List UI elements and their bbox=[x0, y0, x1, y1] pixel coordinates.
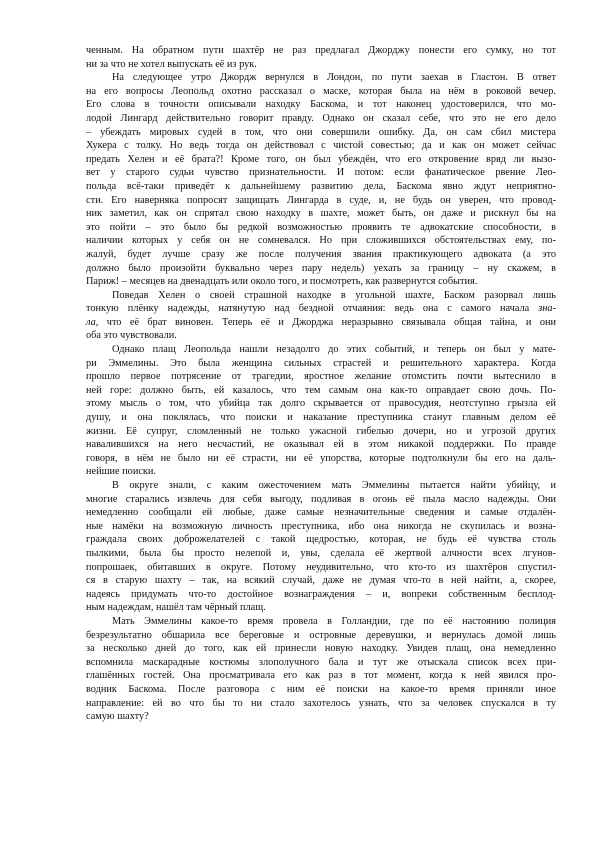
text-line: Поведав Хелен о своей страшной находке в угольной шахте, Баском разорвал лишь bbox=[112, 289, 556, 301]
text-line: немедленно сообщали ей любые, даже самые незначительные сведения и самые отдалён- bbox=[86, 507, 556, 519]
text-line: Хукера с толку. Но ведь тогда он действовал с чистой совестью; да и как он может сейчас bbox=[86, 140, 556, 152]
text-line: пылкими, была бы просто нелепой и, увы, сделала её жертвой алчности всех лгунов- bbox=[86, 547, 556, 559]
text-line: – убеждать мировых судей в том, что они совершили ошибку. Да, он сам сбил мистера bbox=[86, 126, 556, 138]
text-line: Его слова в точности описывали находку Баскома, и тот наконец удостоверился, что мо- bbox=[86, 99, 556, 111]
text-line: Однако плащ Леопольда нашли незадолго до этих событий, и теперь он был у мате- bbox=[112, 344, 556, 356]
text-line: На следующее утро Джордж вернулся в Лондон, по пути заехав в Гластон. В ответ bbox=[112, 72, 556, 84]
text-line: нейшие поиски. bbox=[86, 466, 157, 478]
text-line: безрезультатно обшарила все береговые и островные деревушки, и вернулась домой лишь bbox=[86, 629, 556, 641]
text-line: ней горе: должно быть, ей казалось, что тем самым она как-то оправдает свою дочь. По- bbox=[86, 384, 556, 396]
text-line: предать Хелен и её брата?! Кроме того, он был убеждён, что его откровение вряд ли вызо- bbox=[86, 153, 556, 165]
paragraph bbox=[86, 615, 556, 724]
text-line: ни за что не хотел выпускать её из рук. bbox=[86, 58, 257, 70]
text-line: это пойти – это было бы редкой возможностью проявить те адвокатские способности, в bbox=[86, 221, 556, 233]
text-line: вспомнила маскарадные костюмы злополучного бала и тут же отыскала список всех при- bbox=[86, 656, 556, 668]
text-line: жизни. Её супруг, сломленный не только ужасной гибелью дочери, но и угрозой других bbox=[86, 425, 556, 437]
text-line: Мать Эммелины какое-то время провела в Голландии, где по её настоянию полиция bbox=[112, 615, 556, 627]
text-line: говоря, в нём не было ни её страсти, ни её упорства, которые подтолкнули бы его на даль- bbox=[86, 452, 556, 464]
text-line: направление: ей во что бы то ни стало захотелось узнать, что за человек спускался в ту bbox=[86, 697, 556, 709]
text-line: лодой Лингард действительно говорит правду. Однако он сказал себе, что это не его дело bbox=[86, 112, 556, 124]
paragraph bbox=[86, 71, 556, 289]
paragraph bbox=[86, 289, 556, 343]
text-line: тонкую плёнку надежды, натянутую над бездной отчаяния: ведь она с самого начала зна- bbox=[86, 303, 556, 315]
text-line: Париж! – месяцев на двенадцать или около того, и посмотреть, как развернутся события. bbox=[86, 276, 478, 288]
text-line: граждала своих доброжелателей с такой щедростью, которая, не будь её чувства столь bbox=[86, 534, 556, 546]
paragraph bbox=[86, 44, 556, 71]
text-line: сти. Его наверняка попросят защищать Лингарда в суде, и, не будь он уверен, что провод- bbox=[86, 194, 556, 206]
text-line: надеясь придумать что-то достойное вознаграждения – и, вопреки собственным бесплод- bbox=[86, 588, 556, 600]
text-line: вет у старого судьи чувство признательности. И потом: если фанатическое рвение Лео- bbox=[86, 167, 556, 179]
text-line: ся в старую шахту – так, на всякий случай, даже не думая что-то в ней найти, а, скорее, bbox=[86, 575, 556, 587]
text-line: попрошаек, обитавших в округе. Потому неудивительно, что кто-то из шахтёров спустил- bbox=[86, 561, 556, 573]
text-line: глашённых гостей. Она просматривала его как раз в тот момент, когда к ней явился про- bbox=[86, 670, 556, 682]
text-line: польда всё-таки приведёт к дальнейшему развитию дела, Баскома явно ждут неприятно- bbox=[86, 180, 556, 192]
text-line: на его вопросы Леопольд охотно рассказал о маске, которая была на нём в роковой вечер. bbox=[86, 85, 556, 97]
text-line: жалуй, будет лучше сразу же после получения звания практикующего адвоката (а это bbox=[86, 248, 556, 260]
text-line: водник Баскома. После разговора с ним её поиски на какое-то время приняли иное bbox=[86, 683, 556, 695]
text-line: прошло первое потрясение от трагедии, яростное желание отомстить почти вытеснило в bbox=[86, 371, 556, 383]
text-line: ные намёки на возможную личность преступника, ибо она никогда не скупилась и возна- bbox=[86, 520, 556, 532]
text-line: этому мысль о том, что убийца так долго скрывается от правосудия, неотступно грызла ей bbox=[86, 398, 556, 410]
paragraph bbox=[86, 343, 556, 479]
text-line: самую шахту? bbox=[86, 711, 149, 723]
document-page bbox=[86, 44, 556, 724]
text-line: ным надеждам, нашёл там чёрный плащ. bbox=[86, 602, 266, 614]
text-line: оба это чувствовали. bbox=[86, 330, 177, 342]
text-line: должно было произойти буквально через пару недель) уехать за границу – ну скажем, в bbox=[86, 262, 556, 274]
text-line: ла, что её брат виновен. Теперь её и Джорджа неразрывно связывала общая тайна, и они bbox=[86, 316, 556, 328]
text-line: навалившихся на него несчастий, не оказывал ей в этом никакой поддержки. По правде bbox=[86, 439, 556, 451]
text-line: многие старались извлечь для себя выгоду, подливая в огонь её пыла масло надежды. Они bbox=[86, 493, 556, 505]
text-line: ченным. На обратном пути шахтёр не раз предлагал Джорджу понести его сумку, но тот bbox=[86, 45, 556, 56]
paragraph bbox=[86, 479, 556, 615]
text-line: наличии которых у себя он не сомневался. Но при сложившихся обстоятельствах ему, по- bbox=[86, 235, 556, 247]
text-line: ник заметил, как он спрятал свою находку в шахте, может быть, он даже и рискнул бы на bbox=[86, 208, 556, 220]
text-line: ри Эммелины. Это была женщина сильных страстей и решительного характера. Когда bbox=[86, 357, 556, 369]
text-line: душу, и она поклялась, что поиски и наказание преступника станут главным делом её bbox=[86, 412, 556, 424]
text-line: В округе знали, с каким ожесточением мать Эммелины пытается найти убийцу, и bbox=[112, 480, 556, 491]
text-line: за несколько дней до того, как ей принесли новую находку. Увидев плащ, она немедленно bbox=[86, 643, 556, 655]
